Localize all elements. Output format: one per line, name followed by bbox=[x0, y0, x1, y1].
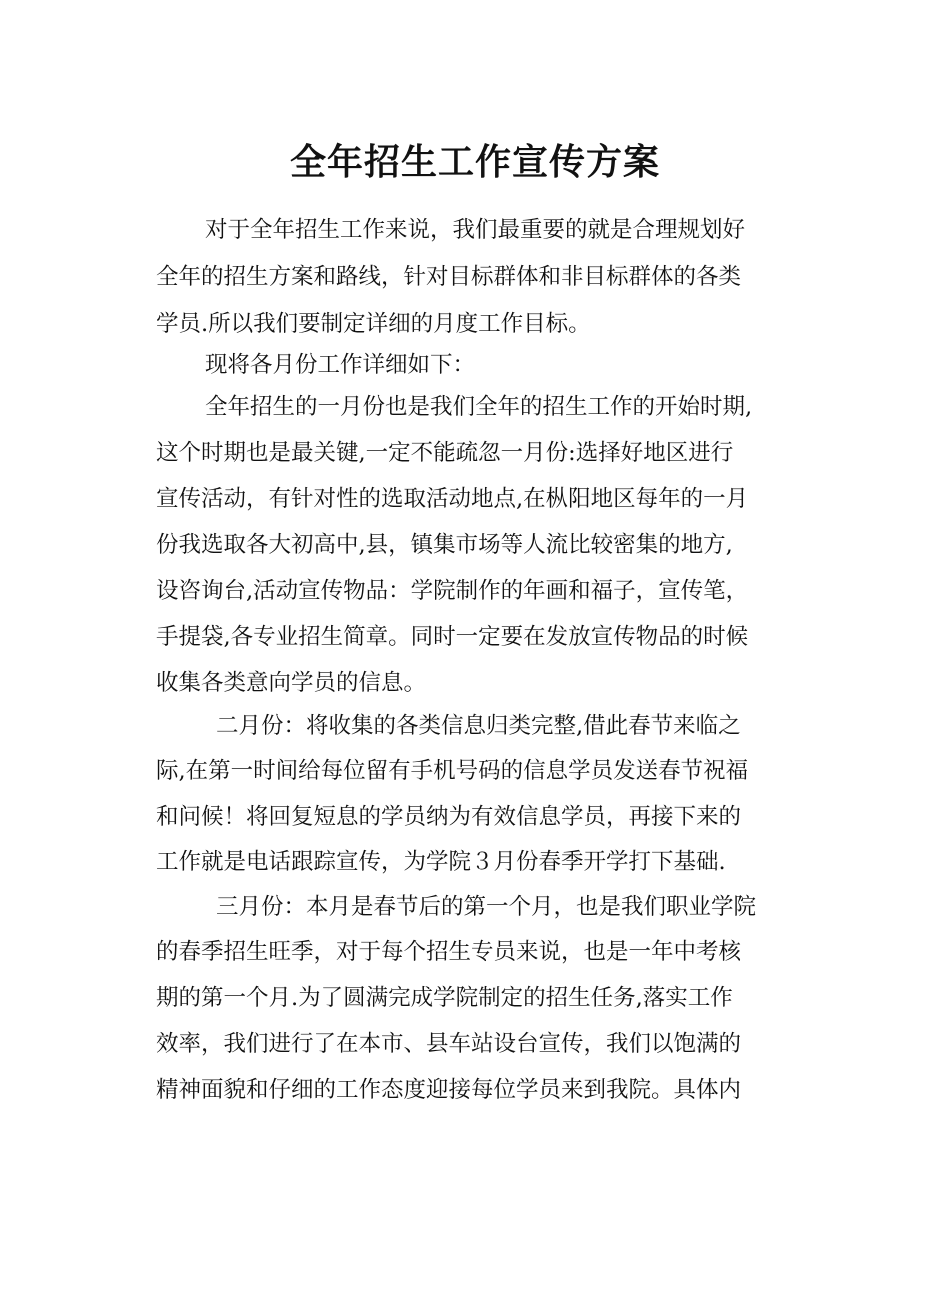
paragraph-line: 对于全年招生工作来说，我们最重要的就是合理规划好 bbox=[205, 217, 746, 243]
paragraph-line: 全年招生的一月份也是我们全年的招生工作的开始时期, bbox=[205, 394, 753, 420]
paragraph-line: 收集各类意向学员的信息。 bbox=[156, 670, 427, 696]
paragraph-line: 工作就是电话跟踪宣传，为学院３月份春季开学打下基础. bbox=[156, 849, 726, 875]
paragraph-line: 这个时期也是最关键,一定不能疏忽一月份:选择好地区进行 bbox=[156, 440, 734, 466]
document-title: 全年招生工作宣传方案 bbox=[289, 141, 660, 183]
paragraph-line: 二月份：将收集的各类信息归类完整,借此春节来临之 bbox=[216, 713, 741, 739]
paragraph-line: 和问候！将回复短息的学员纳为有效信息学员，再接下来的 bbox=[156, 804, 742, 830]
paragraph-line: 全年的招生方案和路线，针对目标群体和非目标群体的各类 bbox=[156, 264, 742, 290]
paragraph-line: 效率，我们进行了在本市、县车站设台宣传，我们以饱满的 bbox=[156, 1031, 742, 1057]
paragraph-line: 设咨询台,活动宣传物品：学院制作的年画和福子，宣传笔， bbox=[156, 578, 749, 604]
paragraph-line: 期的第一个月.为了圆满完成学院制定的招生任务,落实工作 bbox=[156, 985, 733, 1011]
paragraph-line: 宣传活动，有针对性的选取活动地点,在枞阳地区每年的一月 bbox=[156, 486, 749, 512]
paragraph-line: 学员.所以我们要制定详细的月度工作目标。 bbox=[156, 311, 591, 337]
paragraph-line: 的春季招生旺季，对于每个招生专员来说，也是一年中考核 bbox=[156, 939, 742, 965]
paragraph-line: 精神面貌和仔细的工作态度迎接每位学员来到我院。具体内 bbox=[156, 1077, 742, 1103]
paragraph-line: 手提袋,各专业招生简章。同时一定要在发放宣传物品的时候 bbox=[156, 624, 749, 650]
paragraph-line: 三月份：本月是春节后的第一个月，也是我们职业学院 bbox=[216, 894, 757, 920]
paragraph-line: 份我选取各大初高中,县，镇集市场等人流比较密集的地方, bbox=[156, 532, 733, 558]
paragraph-line: 现将各月份工作详细如下： bbox=[205, 352, 476, 378]
paragraph-line: 际,在第一时间给每位留有手机号码的信息学员发送春节祝福 bbox=[156, 758, 749, 784]
